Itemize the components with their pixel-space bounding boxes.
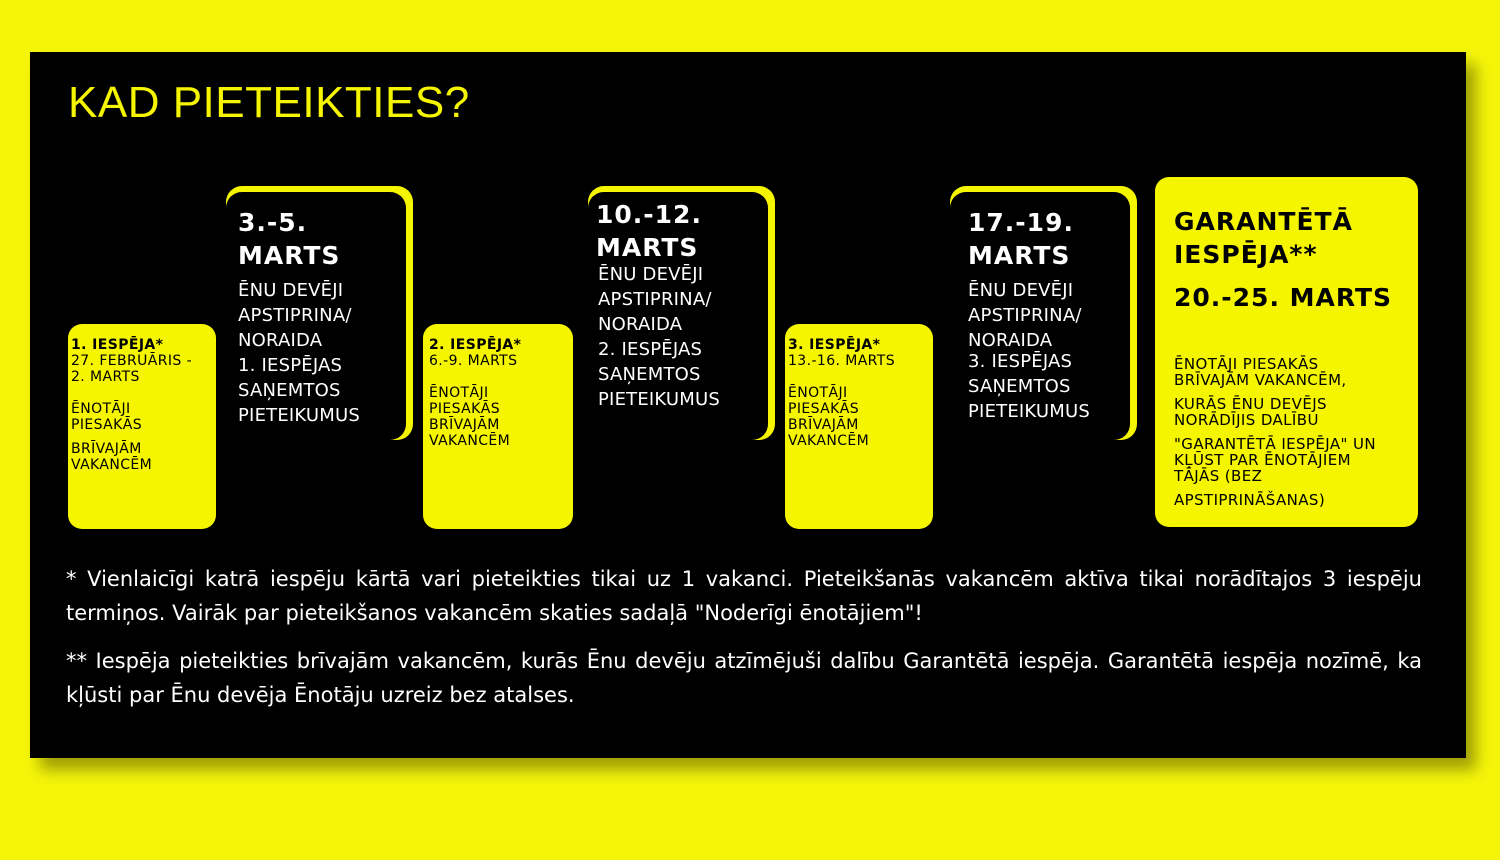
option-1-dates-line2: 2. MARTS bbox=[71, 369, 140, 385]
option-1-card bbox=[68, 324, 216, 529]
option-1-label: 1. IESPĒJA* bbox=[71, 337, 164, 353]
guarantee-text-line: "GARANTĒTĀ IESPĒJA" UN bbox=[1174, 435, 1376, 453]
guarantee-dates: 20.-25. MARTS bbox=[1174, 283, 1393, 312]
confirmation-1-date-line1: 3.-5. bbox=[238, 208, 308, 237]
confirmation-3-text-line: APSTIPRINA/ bbox=[968, 305, 1082, 326]
guarantee-text-line: KĻŪST PAR ĒNOTĀJIEM bbox=[1174, 451, 1351, 469]
confirmation-2-card bbox=[588, 192, 768, 440]
guarantee-title-line2: IESPĒJA** bbox=[1174, 240, 1318, 269]
option-2-card bbox=[423, 324, 573, 529]
confirmation-2-text bbox=[596, 262, 768, 412]
guarantee-text-line: BRĪVAJĀM VAKANCĒM, bbox=[1174, 371, 1347, 389]
confirmation-3-text-line: 3. IESPĒJAS bbox=[968, 351, 1073, 372]
guarantee-text-line: ĒNOTĀJI PIESAKĀS bbox=[1174, 355, 1319, 373]
option-1-desc-line4: VAKANCĒM bbox=[71, 457, 153, 473]
option-1-dates-line1: 27. FEBRUĀRIS - bbox=[71, 353, 193, 369]
confirmation-2-date-line2: MARTS bbox=[596, 233, 699, 262]
confirmation-1-date-line2: MARTS bbox=[238, 241, 341, 270]
confirmation-2-text-line: ĒNU DEVĒJI bbox=[598, 264, 704, 285]
guarantee-text-line: NORĀDĪJIS DALĪBU bbox=[1174, 411, 1319, 429]
confirmation-1-text-line: APSTIPRINA/ bbox=[238, 305, 352, 326]
option-3-desc-line3: BRĪVAJĀM bbox=[788, 417, 859, 433]
footnote-1: * Vienlaicīgi katrā iespēju kārtā vari pieteikties tikai uz 1 vakanci. Pieteikšanās vakancēm aktīva tikai norādītajos 3 iespēju termiņos. Vairāk par pieteikšanos vakancēm skaties sadaļā "Noderīgi ēnotājiem"! bbox=[66, 567, 1422, 625]
guarantee-text-line: TĀJĀS (BEZ bbox=[1174, 467, 1263, 485]
option-2-desc-line3: BRĪVAJĀM bbox=[429, 417, 500, 433]
confirmation-3-date-line2: MARTS bbox=[968, 241, 1071, 270]
guarantee-text-line: KURĀS ĒNU DEVĒJS bbox=[1174, 395, 1327, 413]
confirmation-1-text-line: NORAIDA bbox=[238, 330, 323, 351]
info-panel bbox=[30, 52, 1466, 758]
confirmation-3-text-line: SAŅEMTOS bbox=[968, 376, 1071, 397]
confirmation-1-text-line: ĒNU DEVĒJI bbox=[238, 280, 344, 301]
confirmation-1-text-line: 1. IESPĒJAS bbox=[238, 355, 343, 376]
option-2-desc-line4: VAKANCĒM bbox=[429, 433, 511, 449]
guarantee-text bbox=[1174, 356, 1418, 508]
option-3-label: 3. IESPĒJA* bbox=[788, 337, 881, 353]
confirmation-1-text bbox=[238, 278, 406, 428]
confirmation-2-text-line: SAŅEMTOS bbox=[598, 364, 701, 385]
confirmation-3-text-line: ĒNU DEVĒJI bbox=[968, 280, 1074, 301]
option-1-desc-line2: PIESAKĀS bbox=[71, 417, 142, 433]
confirmation-2-text-line: 2. IESPĒJAS bbox=[598, 339, 703, 360]
confirmation-1-card bbox=[226, 192, 406, 440]
confirmation-2-text-line: APSTIPRINA/ bbox=[598, 289, 712, 310]
confirmation-3-text-line: PIETEIKUMUS bbox=[968, 401, 1091, 422]
option-2-desc-line2: PIESAKĀS bbox=[429, 401, 500, 417]
option-3-card bbox=[785, 324, 933, 529]
option-1-desc-line1: ĒNOTĀJI bbox=[71, 401, 131, 417]
option-3-desc-line4: VAKANCĒM bbox=[788, 433, 870, 449]
page-title: KAD PIETEIKTIES? bbox=[68, 78, 470, 127]
confirmation-2-text-line: NORAIDA bbox=[598, 314, 683, 335]
option-2-dates: 6.-9. MARTS bbox=[429, 353, 518, 369]
confirmation-2-date-line1: 10.-12. bbox=[596, 200, 702, 229]
confirmation-3-card bbox=[950, 192, 1130, 440]
confirmation-2-text-line: PIETEIKUMUS bbox=[598, 389, 721, 410]
guarantee-card bbox=[1155, 177, 1418, 527]
option-2-desc-line1: ĒNOTĀJI bbox=[429, 385, 489, 401]
option-3-dates: 13.-16. MARTS bbox=[788, 353, 896, 369]
confirmation-3-date-line1: 17.-19. bbox=[968, 208, 1074, 237]
footnote-2: ** Iespēja pieteikties brīvajām vakancēm, kurās Ēnu devēju atzīmējuši dalību Garantētā iespēja. Garantētā iespēja nozīmē, ka kļūsti par Ēnu devēja Ēnotāju uzreiz bez atalses. bbox=[66, 649, 1422, 707]
guarantee-text-line: APSTIPRINĀŠANAS) bbox=[1174, 491, 1326, 509]
confirmation-1-text-line: PIETEIKUMUS bbox=[238, 405, 361, 426]
confirmation-1-text-line: SAŅEMTOS bbox=[238, 380, 341, 401]
confirmation-3-text-line: NORAIDA bbox=[968, 330, 1053, 351]
confirmation-3-text bbox=[968, 278, 1130, 424]
option-1-desc-line3: BRĪVAJĀM bbox=[71, 441, 142, 457]
option-3-desc-line2: PIESAKĀS bbox=[788, 401, 859, 417]
option-2-label: 2. IESPĒJA* bbox=[429, 337, 522, 353]
option-3-desc-line1: ĒNOTĀJI bbox=[788, 385, 848, 401]
guarantee-title-line1: GARANTĒTĀ bbox=[1174, 207, 1353, 236]
